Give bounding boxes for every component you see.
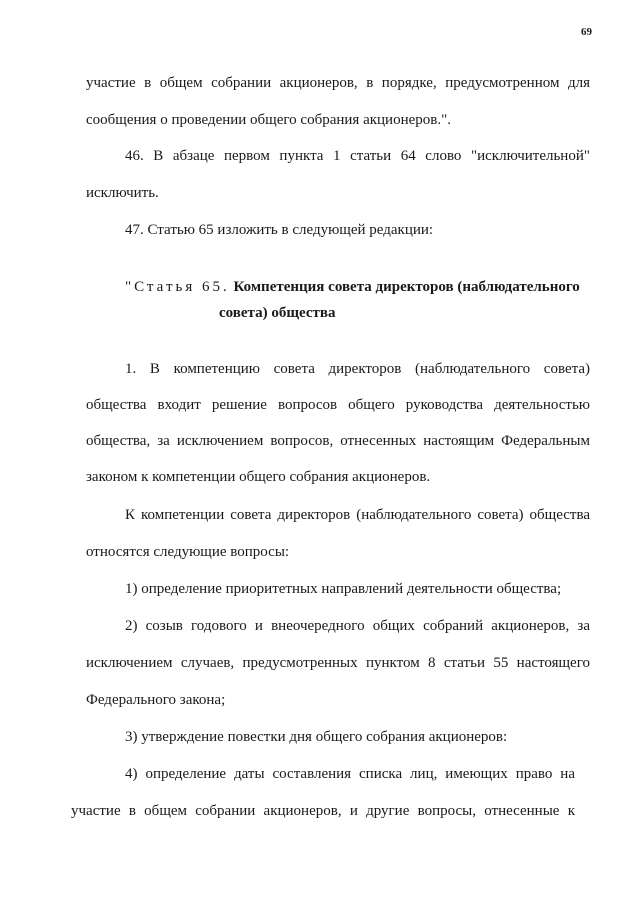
paragraph-line: сообщения о проведении общего собрания акционеров.".: [86, 112, 451, 128]
list-item: 4) определение даты составления списка лиц, имеющих право на: [125, 766, 575, 782]
list-item: 1) определение приоритетных направлений деятельности общества;: [125, 581, 562, 597]
paragraph-line: законом к компетенции общего собрания акционеров.: [86, 469, 431, 485]
paragraph-line: участие в общем собрании акционеров, и другие вопросы, отнесенные к: [71, 803, 575, 819]
paragraph-line: участие в общем собрании акционеров, в порядке, предусмотренном для: [86, 75, 590, 91]
paragraph-line: Федерального закона;: [86, 692, 226, 708]
paragraph-line: 47. Статью 65 изложить в следующей редакции:: [125, 222, 434, 238]
paragraph-line: относятся следующие вопросы:: [86, 544, 290, 560]
page-number: 69: [581, 26, 592, 38]
paragraph-line: исключением случаев, предусмотренных пунктом 8 статьи 55 настоящего: [86, 655, 590, 671]
paragraph-line: 46. В абзаце первом пункта 1 статьи 64 слово "исключительной": [125, 148, 590, 164]
paragraph-line: исключить.: [86, 185, 159, 201]
article-heading: [125, 278, 580, 296]
paragraph-line: К компетенции совета директоров (наблюдательного совета) общества: [125, 507, 590, 523]
paragraph-line: 1. В компетенцию совета директоров (наблюдательного совета): [125, 361, 590, 377]
list-item: 2) созыв годового и внеочередного общих собраний акционеров, за: [125, 618, 590, 634]
article-prefix: "Статья 65.: [125, 279, 230, 295]
paragraph-line: общества, за исключением вопросов, отнесенных настоящим Федеральным: [86, 433, 590, 449]
list-item: 3) утверждение повестки дня общего собрания акционеров:: [125, 729, 508, 745]
paragraph-line: общества входит решение вопросов общего руководства деятельностью: [86, 397, 590, 413]
article-title: Компетенция совета директоров (наблюдательного: [233, 279, 580, 295]
article-title-line2: совета) общества: [219, 305, 336, 321]
